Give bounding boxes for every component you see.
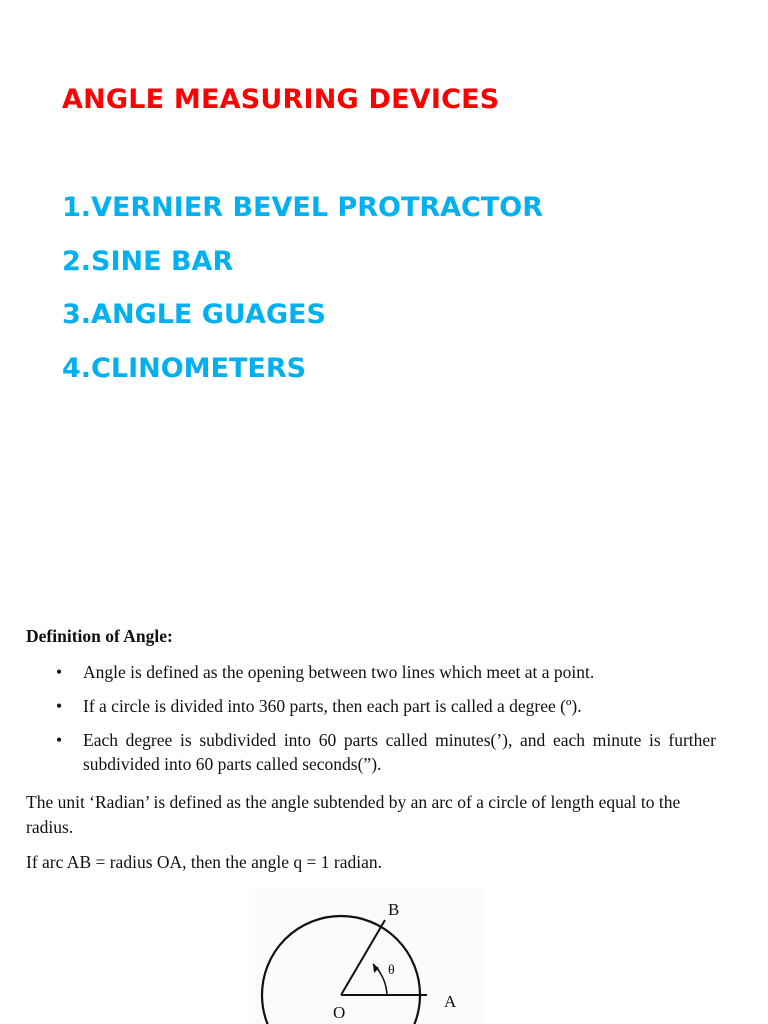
radian-definition: The unit ‘Radian’ is defined as the angle subtended by an arc of a circle of length equal to the radius. <box>26 792 681 837</box>
label-a: A <box>444 992 457 1011</box>
device-item: 3.ANGLE GUAGES <box>62 299 326 330</box>
label-o: O <box>333 1003 346 1022</box>
definition-bullets <box>26 660 716 786</box>
bullet-item <box>26 728 716 776</box>
page-title: ANGLE MEASURING DEVICES <box>62 84 500 115</box>
bullet-text: Angle is defined as the opening between two lines which meet at a point. <box>83 662 595 682</box>
bullet-marker: • <box>56 730 63 750</box>
device-item: 2.SINE BAR <box>62 245 234 277</box>
devices-list <box>62 190 543 404</box>
device-item: 1.VERNIER BEVEL PROTRACTOR <box>62 192 544 223</box>
label-b: B <box>388 900 400 919</box>
device-item: 4.CLINOMETERS <box>62 352 307 384</box>
bullet-marker: • <box>56 662 63 682</box>
label-theta: θ <box>388 963 395 978</box>
definition-heading: Definition of Angle: <box>26 626 173 646</box>
radian-diagram <box>255 888 485 1024</box>
radius-ob <box>341 920 385 995</box>
arc-arrowhead <box>373 964 379 973</box>
bullet-item <box>26 660 716 684</box>
radian-condition: If arc AB = radius OA, then the angle q = 1 radian. <box>26 852 383 872</box>
bullet-text: If a circle is divided into 360 parts, then each part is called a degree (º). <box>83 696 582 716</box>
bullet-text: Each degree is subdivided into 60 parts called minutes(’), and each minute is further subdivided into 60 parts called seconds(”). <box>83 730 716 774</box>
bullet-item <box>26 694 716 718</box>
bullet-marker: • <box>56 696 63 716</box>
